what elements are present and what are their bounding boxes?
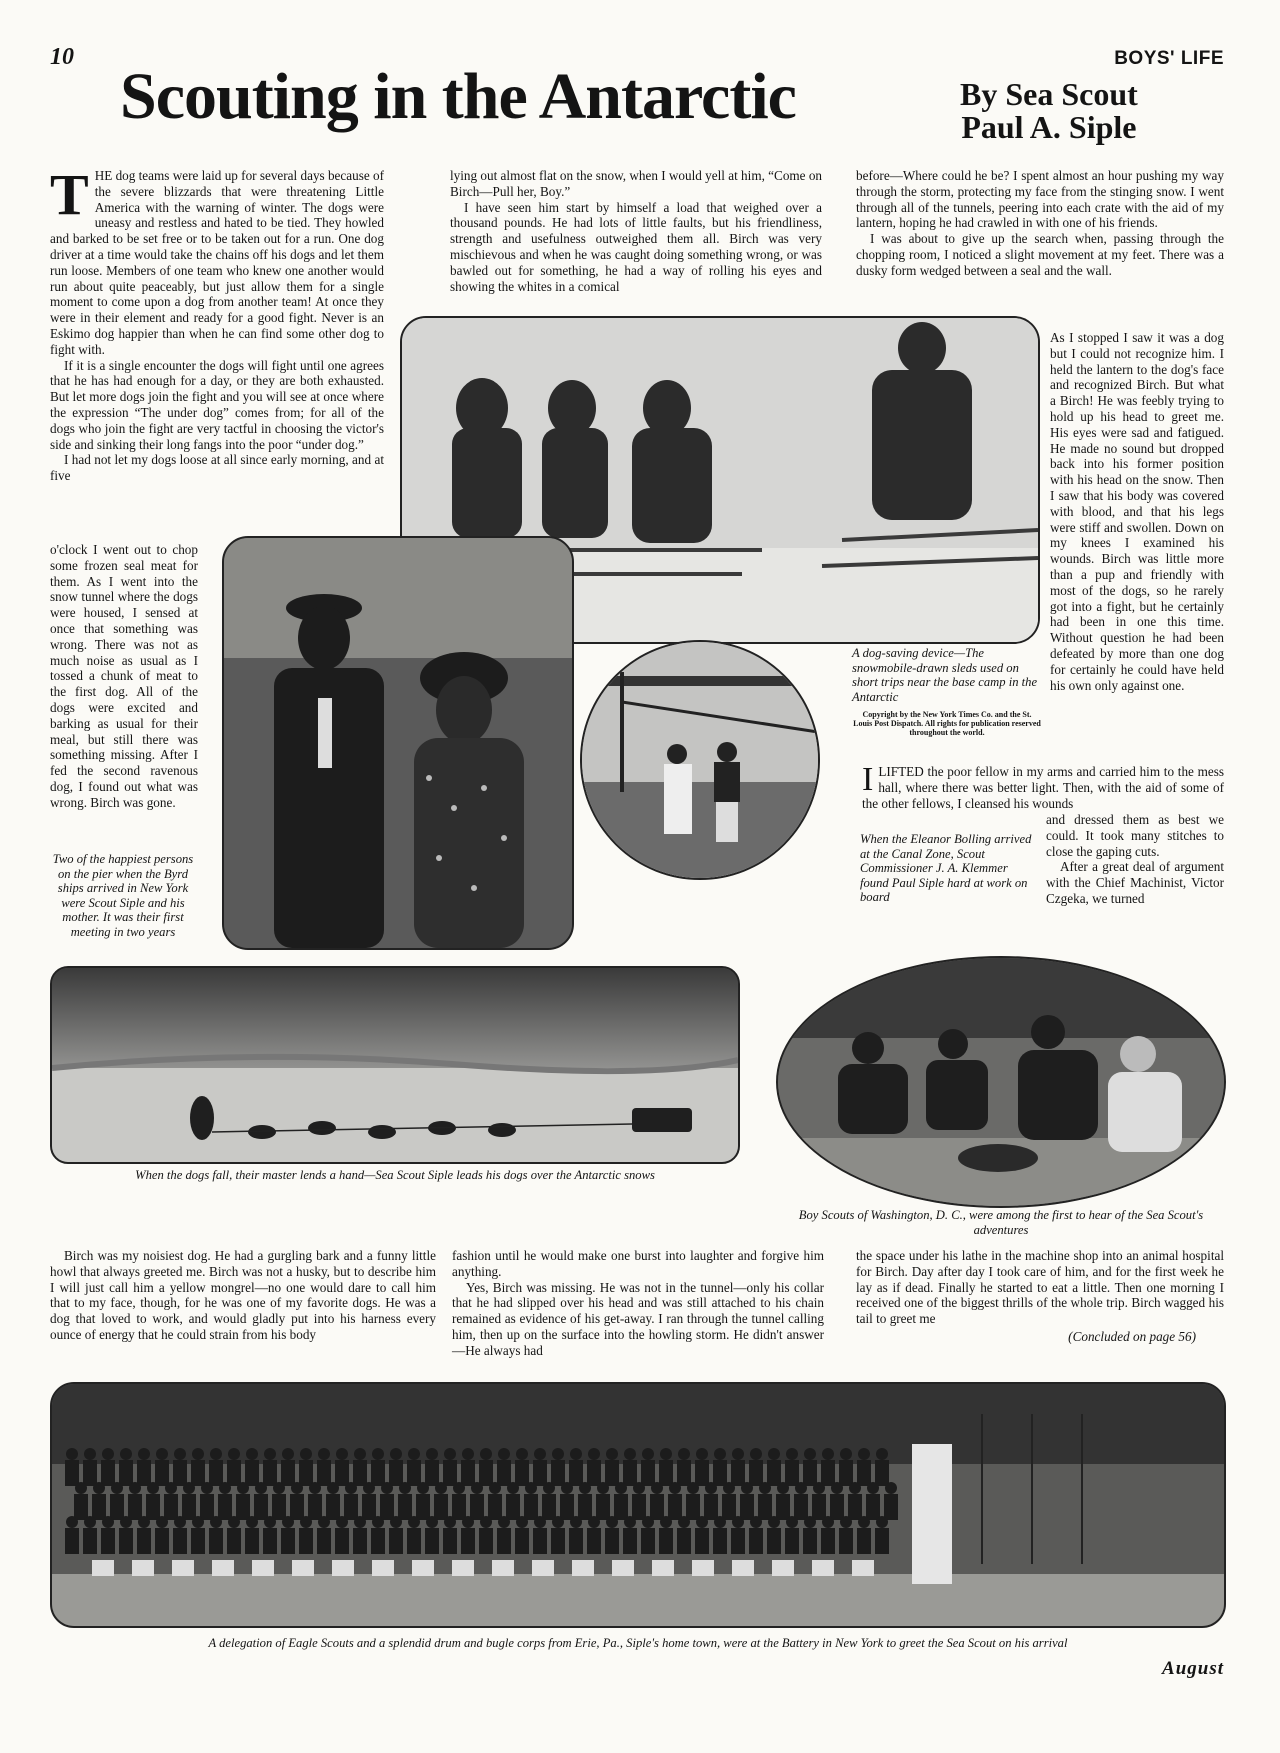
paragraph: If it is a single encounter the dogs will fight until one agrees that he has had enough for a day, or they are both exhausted. But let more dogs join the fight and you will see at once where the expression “The under dog” comes from; for all of the dogs who join the fight are very tactful in choosing the victor's side and sinking their long fangs into the poor “under dog.” xyxy=(50,357,384,452)
col3-lower-text xyxy=(862,761,1224,811)
paragraph: lying out almost flat on the snow, when I would yell at him, “Come on Birch—Pull her, Boy.” xyxy=(450,168,823,199)
paragraph: o'clock I went out to chop some frozen seal meat for them. As I went into the snow tunnel where the dogs were housed, I sensed at once that something was wrong. There was not as much noise as usual as I tossed a chunk of meat to the first dog. All of the dogs were excited and barking as usual for their meal, but still there was something missing. After I fed the second ravenous dog, I found out what was wrong. Birch was gone. xyxy=(50,542,198,810)
col3-narrow-text xyxy=(1050,330,1224,693)
byline-line-2: Paul A. Siple xyxy=(961,109,1137,145)
photo-washington-image xyxy=(778,958,1224,1206)
paragraph: Birch was my noisiest dog. He had a gurgling bark and a funny little howl that always greeted me. Birch was not a husky, but to describe him I will just call him a yellow mongrel—no one would dare to call him that to my face, though, for he was one of my favorite dogs. He was a dog that loved to work, and would gladly put into his harness every ounce of energy that he could strain from his body xyxy=(50,1248,436,1342)
caption-sled: A dog-saving device—The snowmobile-drawn sleds used on short trips near the base camp in the Antarctic xyxy=(852,646,1038,704)
photo-erie-image xyxy=(52,1384,1224,1626)
paragraph: Yes, Birch was missing. He was not in the tunnel—only his collar that he had slipped over his head and was still attached to his chain remained as evidence of his get-away. I ran through the tunnel calling him, then up on the surface into the howling storm. He didn't answer—He always had xyxy=(452,1279,824,1358)
magazine-name: BOYS' LIFE xyxy=(1114,48,1224,69)
paragraph: and dressed them as best we could. It took many stitches to close the gaping cuts. xyxy=(1046,812,1224,859)
paragraph: fashion until he would make one burst into laughter and forgive him anything. xyxy=(452,1248,824,1279)
bottom-col1 xyxy=(50,1248,436,1343)
caption-snow: When the dogs fall, their master lends a hand—Sea Scout Siple leads his dogs over the Antarctic snows xyxy=(135,1168,655,1182)
col1-text xyxy=(50,162,384,484)
photo-canal-zone-ship xyxy=(580,640,820,880)
byline-line-1: By Sea Scout xyxy=(960,76,1138,112)
paragraph: I had not let my dogs loose at all since early morning, and at five xyxy=(50,452,384,484)
paragraph: before—Where could he be? I spent almost an hour pushing my way through the storm, protecting my face from the stinging snow. I went through all of the tunnels, peering into each crate with the aid of my lantern, hoping he had crawled in with one of his friends. xyxy=(856,168,1224,231)
paragraph: HE dog teams were laid up for several days because of the severe blizzards that were threatening Little America with the warning of winter. The dogs were uneasy and restless and hated to be tied. They howled and barked to be set free or to be taken out for a run. One dog driver at a time would take the chains off his dogs and let them run loose. Members of one team who knew one another would run about quite peaceably, but just allow them for a single moment to come upon a dog from another team! At once they were in their element and ready for a good fight. Never is an Eskimo dog happier than when he can find some other dog to fight with. xyxy=(50,168,384,357)
caption-pier: Two of the happiest persons on the pier when the Byrd ships arrived in New York were Scout Siple and his mother. It was their first meeting in two years xyxy=(52,852,194,939)
photo-erie-delegation xyxy=(50,1382,1226,1628)
bottom-col3 xyxy=(856,1248,1224,1345)
drop-cap: T xyxy=(50,162,89,227)
photo-pier-image xyxy=(224,538,572,948)
photo-antarctic-snows xyxy=(50,966,740,1164)
article-title: Scouting in the Antarctic xyxy=(120,60,796,133)
photo-pier-siple-mother xyxy=(222,536,574,950)
caption-erie: A delegation of Eagle Scouts and a splendid drum and bugle corps from Erie, Pa., Siple's home town, were at the Battery in New York to greet the Sea Scout on his arrival xyxy=(208,1636,1068,1650)
paragraph: LIFTED the poor fellow in my arms and carried him to the mess hall, where there was better light. Then, with the aid of some of the other fellows, I cleansed his wounds xyxy=(862,764,1224,811)
photo-credit: Copyright by the New York Times Co. and the St. Louis Post Dispatch. All rights for publication reserved throughout the world. xyxy=(853,710,1041,737)
paragraph: I was about to give up the search when, passing through the chopping room, I noticed a slight movement at my feet. There was a dusky form wedged between a seal and the wall. xyxy=(856,231,1224,278)
paragraph: After a great deal of argument with the Chief Machinist, Victor Czgeka, we turned xyxy=(1046,859,1224,906)
paragraph: the space under his lathe in the machine shop into an animal hospital for Birch. Day after day I took care of him, and for the first week he lay as if dead. Finally he started to eat a little. Then one morning I received one of the biggest thrills of the whole trip. Birch wagged his tail to greet me xyxy=(856,1248,1224,1327)
paragraph: I have seen him start by himself a load that weighed over a thousand pounds. He had lots of little faults, but his friendliness, strength and usefulness outweighed them all. Birch was very mischievous and when he was caught doing something wrong, or was bawled out for something, he had a way of rolling his eyes and showing the whites in a comical xyxy=(450,199,822,294)
col3-lower-narrow xyxy=(1046,812,1224,907)
paragraph: As I stopped I saw it was a dog but I could not recognize him. I held the lantern to the dog's face and recognized Birch. But what a Birch! He was feebly trying to hold up his head to greet me. His eyes were sad and fatigued. He made no sound but dropped back into his former position with his head on the snow. Then I saw that his body was covered with blood, and that his legs were stiff and swollen. Down on my knees I examined his wounds. Birch was little more than a pup and friendly with most of the dogs, so he rarely got into a fight, but he certainly had been in one this time. Without question he had been defeated by more than one dog for certainly he could have held his own only against one. xyxy=(1050,330,1224,693)
footer-month: August xyxy=(1162,1658,1224,1679)
drop-cap: I xyxy=(862,761,874,798)
caption-ship: When the Eleanor Bolling arrived at the Canal Zone, Scout Commissioner J. A. Klemmer found Paul Siple hard at work on board xyxy=(860,832,1032,905)
byline xyxy=(960,78,1138,144)
col3-text xyxy=(856,168,1224,279)
caption-washington: Boy Scouts of Washington, D. C., were among the first to hear of the Sea Scout's adventures xyxy=(798,1208,1204,1237)
bottom-col2 xyxy=(452,1248,824,1359)
col2-text xyxy=(450,168,822,294)
photo-ship-image xyxy=(582,642,818,878)
continued-note: (Concluded on page 56) xyxy=(1068,1328,1196,1344)
page-number: 10 xyxy=(50,44,74,70)
photo-snow-image xyxy=(52,968,738,1162)
col1-narrow-text xyxy=(50,542,198,811)
photo-washington-scouts xyxy=(776,956,1226,1208)
